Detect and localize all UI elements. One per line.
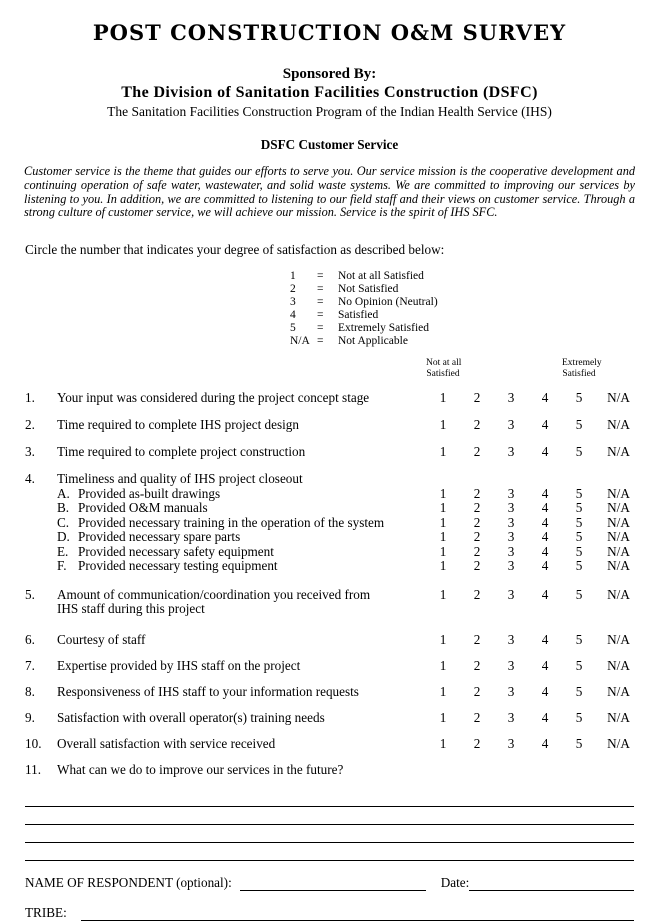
scale-header: [0, 358, 659, 379]
sub-question-text: Provided necessary training in the operation of the system: [78, 514, 385, 530]
rating-option-2[interactable]: 2: [473, 543, 481, 559]
rating-option-5[interactable]: 5: [575, 631, 583, 647]
legend-value: 3: [290, 296, 296, 309]
rating-scale-q7: [426, 659, 641, 673]
sponsor-block: [0, 65, 659, 120]
question-number: 5.: [25, 586, 35, 602]
question-row-6: [0, 633, 659, 647]
rating-option-4[interactable]: 4: [541, 631, 549, 647]
question-row-10: [0, 737, 659, 751]
question-row-9: [0, 711, 659, 725]
rating-option-3[interactable]: 3: [507, 683, 515, 699]
rating-option-2[interactable]: 2: [473, 558, 481, 574]
rating-option-na[interactable]: N/A: [607, 543, 630, 559]
rating-scale-q4a: [426, 487, 641, 502]
tribe-row: [25, 905, 634, 921]
question-number: 7.: [25, 657, 35, 673]
rating-option-na[interactable]: N/A: [607, 417, 630, 433]
question-row-4c: [0, 516, 659, 531]
rating-scale-q4f: [426, 559, 641, 574]
sub-letter: A.: [57, 485, 70, 501]
rating-option-3[interactable]: 3: [507, 631, 515, 647]
scale-left-header: Not at all Satisfied: [426, 358, 462, 379]
question-row-4e: [0, 545, 659, 560]
rating-option-3[interactable]: 3: [507, 657, 515, 673]
answer-line-1[interactable]: [25, 789, 634, 807]
rating-option-2[interactable]: 2: [473, 485, 481, 501]
rating-option-na[interactable]: N/A: [607, 631, 630, 647]
rating-option-3[interactable]: 3: [507, 500, 515, 516]
rating-option-4[interactable]: 4: [541, 390, 549, 406]
rating-option-5[interactable]: 5: [575, 543, 583, 559]
rating-option-na[interactable]: N/A: [607, 586, 630, 602]
rating-option-4[interactable]: 4: [541, 543, 549, 559]
name-input-line[interactable]: [240, 875, 426, 891]
legend-row: [290, 309, 659, 322]
mission-statement: Customer service is the theme that guides our efforts to serve you. Our service mission is the cooperative development and continuing operation of safe water, wastewater, and solid waste systems. We are committed to improving our services by listening to you. In addition, we are committed to listening to our field staff and their views on customer service. Through a strong culture of customer service, we will achieve our mission. Service is the spirit of IHS SFC.: [24, 164, 635, 220]
legend-eq: =: [317, 322, 324, 335]
question-number: 6.: [25, 631, 35, 647]
rating-option-na[interactable]: N/A: [607, 529, 630, 545]
rating-option-na[interactable]: N/A: [607, 514, 630, 530]
rating-option-3[interactable]: 3: [507, 417, 515, 433]
rating-option-1[interactable]: 1: [439, 485, 447, 501]
rating-option-3[interactable]: 3: [507, 390, 515, 406]
legend-row: [290, 283, 659, 296]
rating-option-5[interactable]: 5: [575, 735, 583, 751]
rating-option-1[interactable]: 1: [439, 500, 447, 516]
rating-option-1[interactable]: 1: [439, 735, 447, 751]
question-number: 10.: [25, 735, 42, 751]
rating-scale-q1: [426, 391, 641, 405]
rating-option-1[interactable]: 1: [439, 444, 447, 460]
rating-option-3[interactable]: 3: [507, 444, 515, 460]
rating-option-na[interactable]: N/A: [607, 683, 630, 699]
sponsored-by-label: Sponsored By:: [282, 66, 377, 82]
rating-option-1[interactable]: 1: [439, 657, 447, 673]
rating-option-2[interactable]: 2: [473, 500, 481, 516]
rating-option-na[interactable]: N/A: [607, 500, 630, 516]
rating-option-3[interactable]: 3: [507, 735, 515, 751]
question-text: Overall satisfaction with service received: [57, 735, 276, 751]
rating-option-5[interactable]: 5: [575, 417, 583, 433]
rating-option-1[interactable]: 1: [439, 514, 447, 530]
page-title: POST CONSTRUCTION O&M SURVEY: [92, 20, 567, 45]
question-text-line2: IHS staff during this project: [57, 601, 205, 617]
rating-option-5[interactable]: 5: [575, 390, 583, 406]
legend-eq: =: [317, 283, 324, 296]
rating-scale-q4c: [426, 516, 641, 531]
question-text: Time required to complete project construction: [57, 444, 306, 460]
rating-scale-q5: [426, 588, 641, 603]
rating-option-3[interactable]: 3: [507, 529, 515, 545]
rating-option-5[interactable]: 5: [575, 558, 583, 574]
rating-option-5[interactable]: 5: [575, 529, 583, 545]
question-row-1: [0, 391, 659, 405]
rating-scale-q10: [426, 737, 641, 751]
rating-option-4[interactable]: 4: [541, 444, 549, 460]
rating-scale-q4d: [426, 530, 641, 545]
legend-label: Not at all Satisfied: [338, 270, 424, 283]
rating-option-2[interactable]: 2: [473, 390, 481, 406]
question-text: Responsiveness of IHS staff to your information requests: [57, 683, 359, 699]
legend-eq: =: [317, 335, 324, 348]
legend-value: N/A: [290, 335, 310, 348]
rating-option-na[interactable]: N/A: [607, 735, 630, 751]
rating-option-5[interactable]: 5: [575, 444, 583, 460]
comment-area: [25, 789, 634, 861]
rating-option-1[interactable]: 1: [439, 417, 447, 433]
question-number: 8.: [25, 683, 35, 699]
legend-row: [290, 322, 659, 335]
question-number: 1.: [25, 390, 35, 406]
question-row-4d: [0, 530, 659, 545]
rating-option-na[interactable]: N/A: [607, 657, 630, 673]
rating-option-2[interactable]: 2: [473, 657, 481, 673]
rating-option-5[interactable]: 5: [575, 683, 583, 699]
rating-option-4[interactable]: 4: [541, 657, 549, 673]
rating-option-4[interactable]: 4: [541, 529, 549, 545]
rating-option-4[interactable]: 4: [541, 586, 549, 602]
rating-option-2[interactable]: 2: [473, 444, 481, 460]
sponsor-program: The Sanitation Facilities Construction Program of the Indian Health Service (IHS): [107, 104, 552, 119]
rating-option-1[interactable]: 1: [439, 683, 447, 699]
legend-value: 4: [290, 309, 296, 322]
rating-legend: [290, 270, 659, 348]
rating-option-2[interactable]: 2: [473, 631, 481, 647]
rating-option-2[interactable]: 2: [473, 735, 481, 751]
rating-option-3[interactable]: 3: [507, 558, 515, 574]
question-text: Your input was considered during the project concept stage: [57, 390, 370, 406]
question-number: 4.: [25, 471, 35, 487]
rating-option-3[interactable]: 3: [507, 709, 515, 725]
sub-question-text: Provided necessary spare parts: [78, 529, 241, 545]
date-label: Date:: [440, 874, 470, 890]
rating-option-5[interactable]: 5: [575, 500, 583, 516]
sub-question-text: Provided necessary testing equipment: [78, 558, 278, 574]
respondent-row: [25, 875, 634, 891]
rating-option-5[interactable]: 5: [575, 709, 583, 725]
instruction-text: Circle the number that indicates your degree of satisfaction as described below:: [25, 242, 445, 258]
question-text: What can we do to improve our services in the future?: [57, 761, 344, 777]
question-text: Timeliness and quality of IHS project closeout: [57, 471, 303, 487]
rating-scale-q4b: [426, 501, 641, 516]
legend-eq: =: [317, 296, 324, 309]
rating-option-5[interactable]: 5: [575, 514, 583, 530]
sub-question-text: Provided as-built drawings: [78, 485, 221, 501]
rating-scale-q4e: [426, 545, 641, 560]
rating-scale-q6: [426, 633, 641, 647]
sub-letter: C.: [57, 514, 70, 530]
rating-option-2[interactable]: 2: [473, 709, 481, 725]
question-text: Amount of communication/coordination you received from: [57, 586, 371, 602]
rating-option-4[interactable]: 4: [541, 735, 549, 751]
legend-value: 2: [290, 283, 296, 296]
question-number: 11.: [25, 761, 41, 777]
rating-option-4[interactable]: 4: [541, 709, 549, 725]
question-number: 2.: [25, 417, 35, 433]
legend-label: Not Satisfied: [338, 283, 399, 296]
question-row-8: [0, 685, 659, 699]
legend-label: No Opinion (Neutral): [338, 296, 438, 309]
sub-letter: B.: [57, 500, 70, 516]
rating-option-1[interactable]: 1: [439, 543, 447, 559]
rating-option-2[interactable]: 2: [473, 529, 481, 545]
rating-option-1[interactable]: 1: [439, 529, 447, 545]
sub-question-text: Provided necessary safety equipment: [78, 543, 274, 559]
rating-option-2[interactable]: 2: [473, 417, 481, 433]
sub-letter: D.: [57, 529, 70, 545]
rating-option-3[interactable]: 3: [507, 485, 515, 501]
question-row-2: [0, 418, 659, 432]
question-row-7: [0, 659, 659, 673]
rating-option-3[interactable]: 3: [507, 514, 515, 530]
rating-option-3[interactable]: 3: [507, 586, 515, 602]
scale-right-header: Extremely Satisfied: [562, 358, 602, 379]
question-row-4a: [0, 487, 659, 502]
sub-letter: E.: [57, 543, 69, 559]
rating-option-1[interactable]: 1: [439, 631, 447, 647]
legend-eq: =: [317, 309, 324, 322]
rating-option-4[interactable]: 4: [541, 683, 549, 699]
tribe-input-line[interactable]: [81, 905, 634, 921]
name-label: NAME OF RESPONDENT (optional):: [25, 874, 232, 890]
rating-scale-q2: [426, 418, 641, 432]
rating-option-na[interactable]: N/A: [607, 444, 630, 460]
question-row-4f: [0, 559, 659, 574]
legend-row: [290, 270, 659, 283]
legend-row: [290, 296, 659, 309]
rating-option-na[interactable]: N/A: [607, 390, 630, 406]
question-text: Time required to complete IHS project design: [57, 417, 299, 433]
rating-option-1[interactable]: 1: [439, 586, 447, 602]
rating-option-4[interactable]: 4: [541, 558, 549, 574]
question-row-3: [0, 445, 659, 459]
rating-scale-q3: [426, 445, 641, 459]
legend-eq: =: [317, 270, 324, 283]
question-row-11: [0, 763, 659, 777]
question-text: Satisfaction with overall operator(s) training needs: [57, 709, 325, 725]
date-input-line[interactable]: [469, 875, 634, 891]
legend-label: Satisfied: [338, 309, 379, 322]
rating-option-1[interactable]: 1: [439, 390, 447, 406]
rating-option-1[interactable]: 1: [439, 558, 447, 574]
rating-option-4[interactable]: 4: [541, 417, 549, 433]
rating-option-na[interactable]: N/A: [607, 558, 630, 574]
legend-label: Not Applicable: [338, 335, 408, 348]
legend-label: Extremely Satisfied: [338, 322, 430, 335]
rating-option-2[interactable]: 2: [473, 514, 481, 530]
sponsor-division: The Division of Sanitation Facilities Construction (DSFC): [121, 84, 538, 101]
question-row-4: [0, 472, 659, 487]
answer-line-4[interactable]: [25, 843, 634, 861]
answer-line-2[interactable]: [25, 807, 634, 825]
rating-option-2[interactable]: 2: [473, 586, 481, 602]
rating-option-na[interactable]: N/A: [607, 485, 630, 501]
rating-option-5[interactable]: 5: [575, 586, 583, 602]
rating-scale-q8: [426, 685, 641, 699]
question-row-5: [0, 588, 659, 617]
rating-option-4[interactable]: 4: [541, 500, 549, 516]
question-text: Expertise provided by IHS staff on the project: [57, 657, 301, 673]
rating-option-1[interactable]: 1: [439, 709, 447, 725]
legend-value: 1: [290, 270, 296, 283]
section-heading: DSFC Customer Service: [260, 137, 399, 152]
tribe-label: TRIBE:: [25, 904, 67, 920]
question-row-4b: [0, 501, 659, 516]
rating-option-na[interactable]: N/A: [607, 709, 630, 725]
question-text: Courtesy of staff: [57, 631, 146, 647]
answer-line-3[interactable]: [25, 825, 634, 843]
question-number: 9.: [25, 709, 35, 725]
rating-option-4[interactable]: 4: [541, 514, 549, 530]
sub-letter: F.: [57, 558, 67, 574]
rating-option-3[interactable]: 3: [507, 543, 515, 559]
rating-scale-q9: [426, 711, 641, 725]
rating-option-5[interactable]: 5: [575, 485, 583, 501]
question-number: 3.: [25, 444, 35, 460]
legend-row: [290, 335, 659, 348]
rating-option-5[interactable]: 5: [575, 657, 583, 673]
rating-option-4[interactable]: 4: [541, 485, 549, 501]
sub-question-text: Provided O&M manuals: [78, 500, 208, 516]
rating-option-2[interactable]: 2: [473, 683, 481, 699]
legend-value: 5: [290, 322, 296, 335]
